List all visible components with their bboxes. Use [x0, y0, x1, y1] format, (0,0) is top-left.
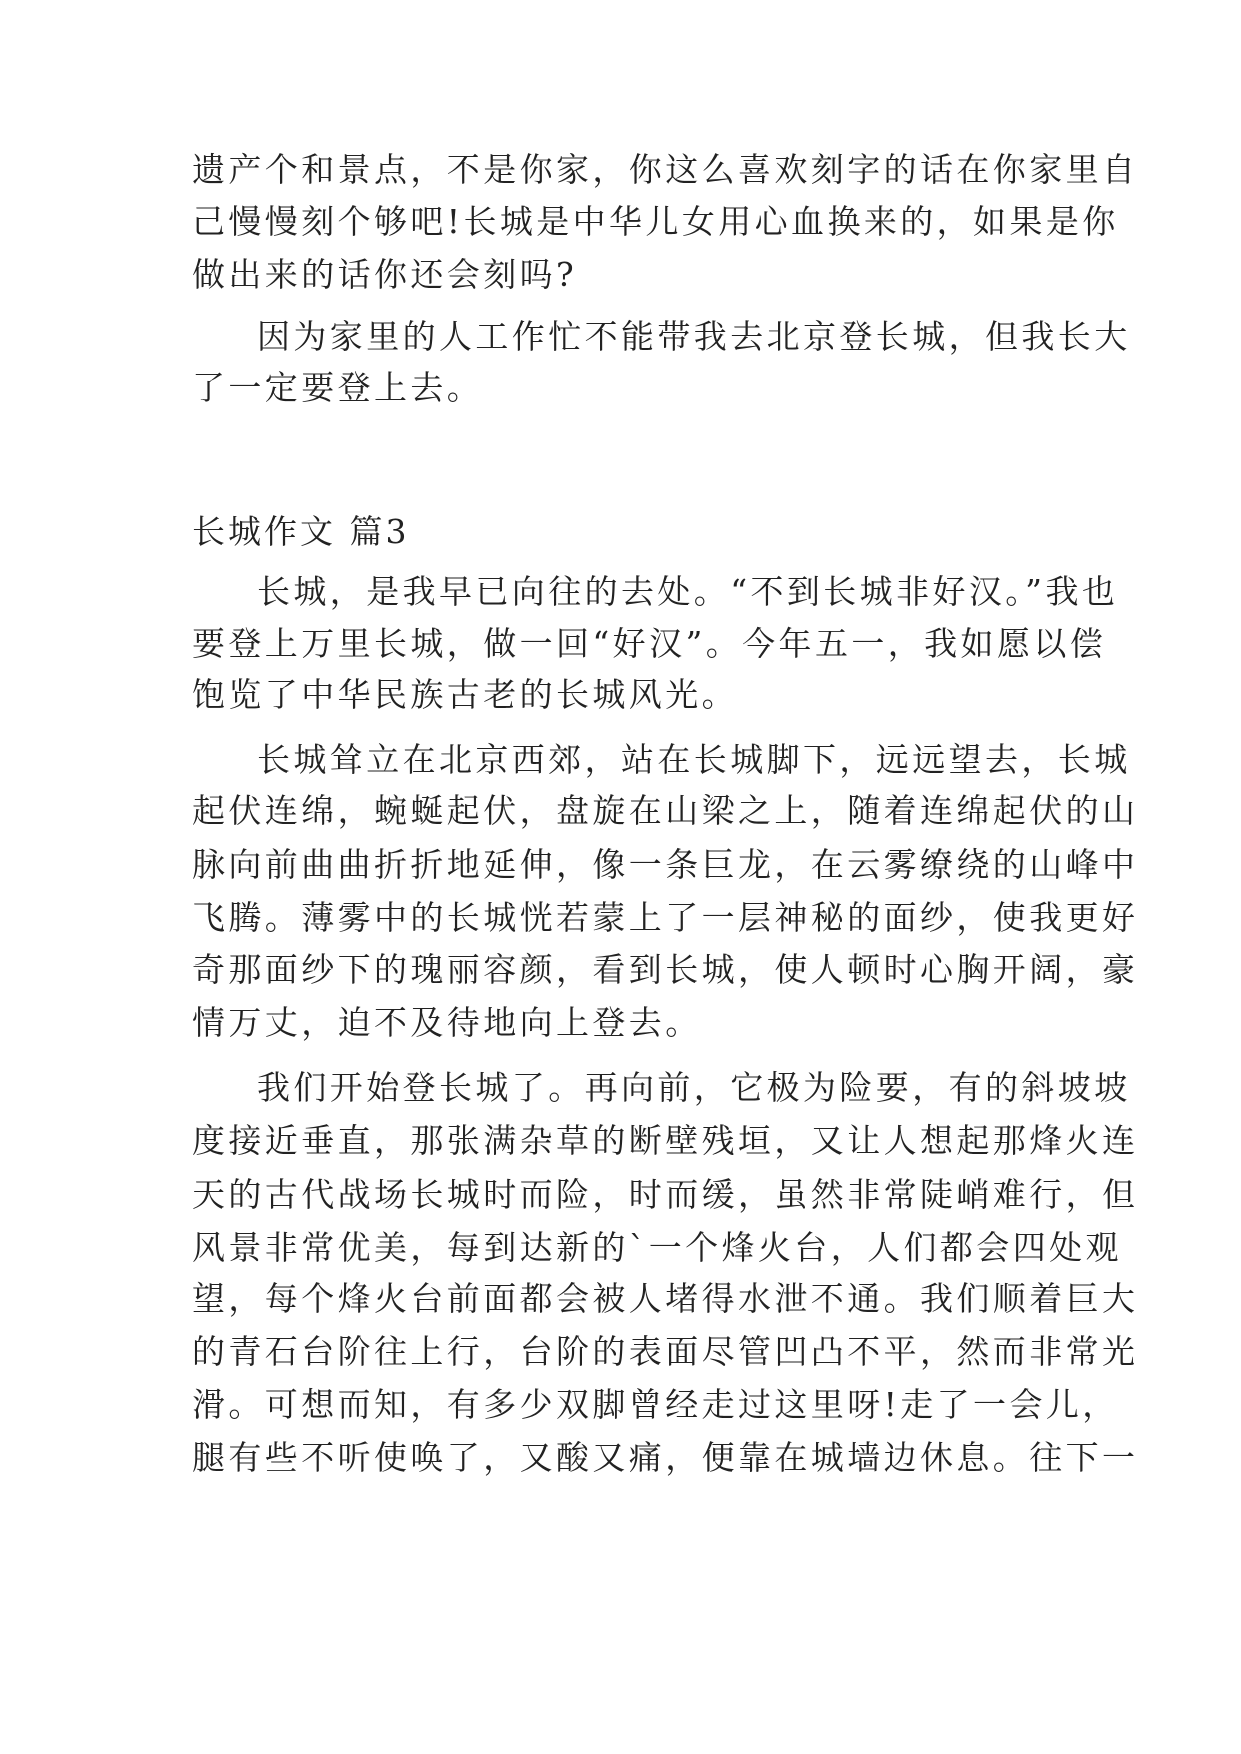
text-line: 己慢慢刻个够吧!长城是中华儿女用心血换来的，如果是你 — [192, 202, 1119, 241]
text-line: 起伏连绵，蜿蜒起伏，盘旋在山梁之上，随着连绵起伏的山 — [192, 791, 1139, 830]
text-line: 度接近垂直，那张满杂草的断壁残垣，又让人想起那烽火连 — [192, 1121, 1139, 1160]
text-line: 滑。可想而知，有多少双脚曾经走过这里呀!走了一会儿， — [192, 1385, 1119, 1424]
text-line: 遗产个和景点，不是你家，你这么喜欢刻字的话在你家里自 — [192, 150, 1139, 189]
text-line: 奇那面纱下的瑰丽容颜，看到长城，使人顿时心胸开阔，豪 — [192, 950, 1139, 989]
text-line: 因为家里的人工作忙不能带我去北京登长城，但我长大 — [257, 317, 1131, 356]
text-line: 了一定要登上去。 — [192, 368, 484, 407]
text-line: 长城，是我早已向往的去处。“不到长城非好汉。”我也 — [257, 572, 1119, 611]
text-line: 我们开始登长城了。再向前，它极为险要，有的斜坡坡 — [257, 1068, 1131, 1107]
text-line: 天的古代战场长城时而险，时而缓，虽然非常陡峭难行，但 — [192, 1175, 1139, 1214]
text-line: 饱览了中华民族古老的长城风光。 — [192, 675, 738, 714]
text-line: 脉向前曲曲折折地延伸，像一条巨龙，在云雾缭绕的山峰中 — [192, 845, 1139, 884]
text-line: 做出来的话你还会刻吗? — [192, 255, 578, 294]
text-line: 腿有些不听使唤了，又酸又痛，便靠在城墙边休息。往下一 — [192, 1438, 1139, 1477]
section-title: 长城作文 篇3 — [192, 512, 410, 551]
text-line: 风景非常优美，每到达新的`一个烽火台，人们都会四处观 — [192, 1228, 1122, 1267]
text-line: 望，每个烽火台前面都会被人堵得水泄不通。我们顺着巨大 — [192, 1279, 1139, 1318]
text-line: 飞腾。薄雾中的长城恍若蒙上了一层神秘的面纱，使我更好 — [192, 898, 1139, 937]
text-line: 的青石台阶往上行，台阶的表面尽管凹凸不平，然而非常光 — [192, 1332, 1139, 1371]
text-line: 情万丈，迫不及待地向上登去。 — [192, 1003, 702, 1042]
text-line: 长城耸立在北京西郊，站在长城脚下，远远望去，长城 — [257, 740, 1131, 779]
text-line: 要登上万里长城，做一回“好汉”。今年五一，我如愿以偿 — [192, 624, 1107, 663]
